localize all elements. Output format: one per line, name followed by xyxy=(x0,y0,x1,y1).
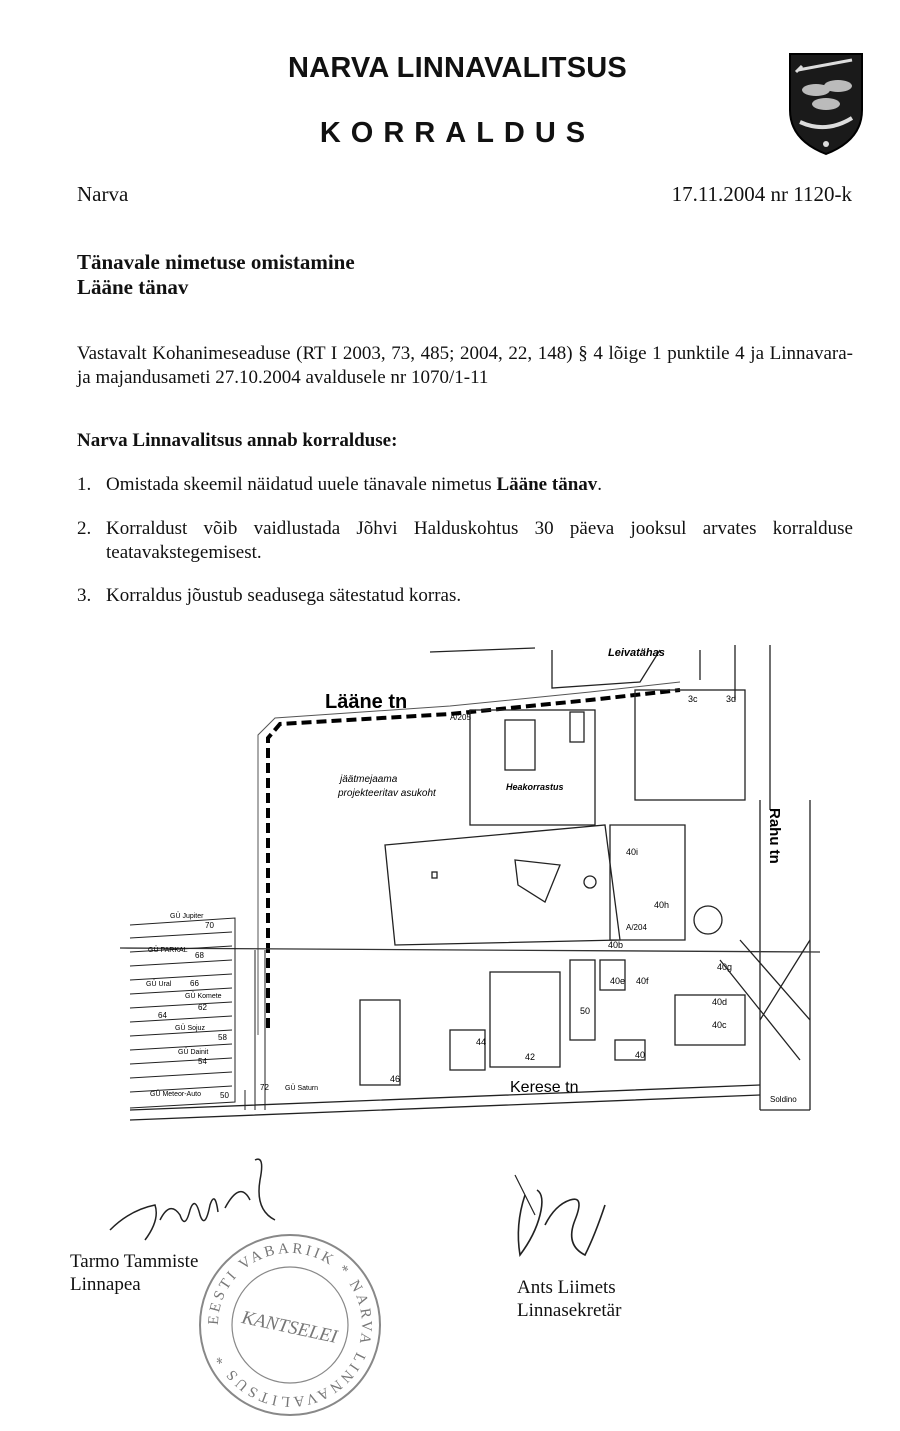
number-label: 40e xyxy=(610,976,626,986)
decision-item xyxy=(77,473,853,497)
svg-text:KANTSELEI: KANTSELEI xyxy=(239,1307,340,1348)
number-label: 64 xyxy=(158,1011,167,1020)
organization-title: NARVA LINNAVALITSUS xyxy=(288,52,627,84)
a205-label: A/205 xyxy=(450,713,471,722)
garage-label: GÜ Jupiter xyxy=(170,913,204,920)
heakorrastus-label: Heakorrastus xyxy=(506,782,564,792)
subject-line-2: Lääne tänav xyxy=(77,275,189,299)
gu-saturn-label: GÜ Saturn xyxy=(285,1085,319,1092)
item-number: 1. xyxy=(77,474,92,495)
street-scheme-map xyxy=(120,640,820,1130)
garage-label: GÜ Dainit xyxy=(178,1049,209,1056)
item-text: Korraldus jõustub seadusega sätestatud korras. xyxy=(106,585,462,606)
mayor-signature-block xyxy=(70,1250,198,1296)
a204-label: A/204 xyxy=(626,923,647,932)
document-type-title: KORRALDUS xyxy=(319,117,596,149)
mayor-title: Linnapea xyxy=(70,1274,141,1295)
number-label: 3d xyxy=(726,694,737,704)
garage-label: GÜ PARKAL xyxy=(148,947,188,954)
number-label: 72 xyxy=(260,1083,269,1092)
number-label: 50 xyxy=(580,1006,591,1016)
preamble-text: Vastavalt Kohanimeseaduse (RT I 2003, 73, 485; 2004, 22, 148) § 4 lõige 1 punktile 4 ja Linnavara- ja majandusameti 27.10.2004 avaldusele nr 1070/1-11 xyxy=(77,343,853,388)
number-label: 68 xyxy=(195,951,204,960)
secretary-signature xyxy=(495,1165,615,1275)
number-label: 3c xyxy=(688,694,698,704)
rahu-street-label: Rahu tn xyxy=(766,808,783,864)
item-number: 2. xyxy=(77,518,92,539)
number-label: 44 xyxy=(476,1037,487,1047)
number-label: 40g xyxy=(717,962,733,972)
garage-label: GÜ Meteor-Auto xyxy=(150,1091,201,1098)
narva-coat-of-arms-icon xyxy=(788,52,864,156)
document-place: Narva xyxy=(77,182,129,206)
kerese-street-label: Kerese tn xyxy=(510,1079,579,1096)
secretary-title: Linnasekretär xyxy=(517,1300,622,1321)
number-label: 66 xyxy=(190,979,199,988)
laane-street-label: Lääne tn xyxy=(325,691,408,713)
number-label: 40b xyxy=(608,940,624,950)
mayor-name: Tarmo Tammiste xyxy=(70,1251,199,1272)
item-text: Korraldust võib vaidlustada Jõhvi Halduskohtus 30 päeva jooksul arvates korralduse teatavakstegemisest. xyxy=(106,518,853,563)
item-number: 3. xyxy=(77,585,92,606)
number-label: 54 xyxy=(198,1057,207,1066)
number-label: 40c xyxy=(712,1020,727,1030)
number-label: 40h xyxy=(654,900,670,910)
number-label: 58 xyxy=(218,1033,227,1042)
item-text: Omistada skeemil näidatud uuele tänavale nimetus Lääne tänav. xyxy=(106,474,603,495)
number-label: 70 xyxy=(205,921,214,930)
decision-item xyxy=(77,584,853,608)
number-label: 40 xyxy=(635,1050,646,1060)
svg-text:EESTI VABARIIK * NARVA LINNAVA: EESTI VABARIIK * NARVA LINNAVALITSUS * xyxy=(205,1240,375,1410)
garage-label: GÜ Ural xyxy=(146,981,172,988)
number-label: 62 xyxy=(198,1003,207,1012)
number-label: 40i xyxy=(626,847,639,857)
number-label: 40d xyxy=(712,997,728,1007)
garage-label: GÜ Komete xyxy=(185,993,222,1000)
document-date-number: 17.11.2004 nr 1120-k xyxy=(671,182,852,206)
declaration-heading: Narva Linnavalitsus annab korralduse: xyxy=(77,430,398,451)
number-label: 46 xyxy=(390,1074,401,1084)
secretary-signature-block xyxy=(517,1276,621,1322)
number-label: 42 xyxy=(525,1052,536,1062)
office-stamp xyxy=(195,1230,385,1420)
soldino-label: Soldino xyxy=(770,1095,797,1104)
projekteeritav-label: projekteeritav asukoht xyxy=(338,788,436,799)
secretary-name: Ants Liimets xyxy=(517,1277,616,1298)
subject-line-1: Tänavale nimetuse omistamine xyxy=(77,250,355,274)
leivatahas-label: Leivatähas xyxy=(608,647,665,659)
number-label: 40f xyxy=(636,976,649,986)
decision-item xyxy=(77,517,853,565)
jaatmejaama-label: jäätmejaama xyxy=(340,774,398,785)
garage-label: GÜ Sojuz xyxy=(175,1025,205,1032)
number-label: 50 xyxy=(220,1091,229,1100)
